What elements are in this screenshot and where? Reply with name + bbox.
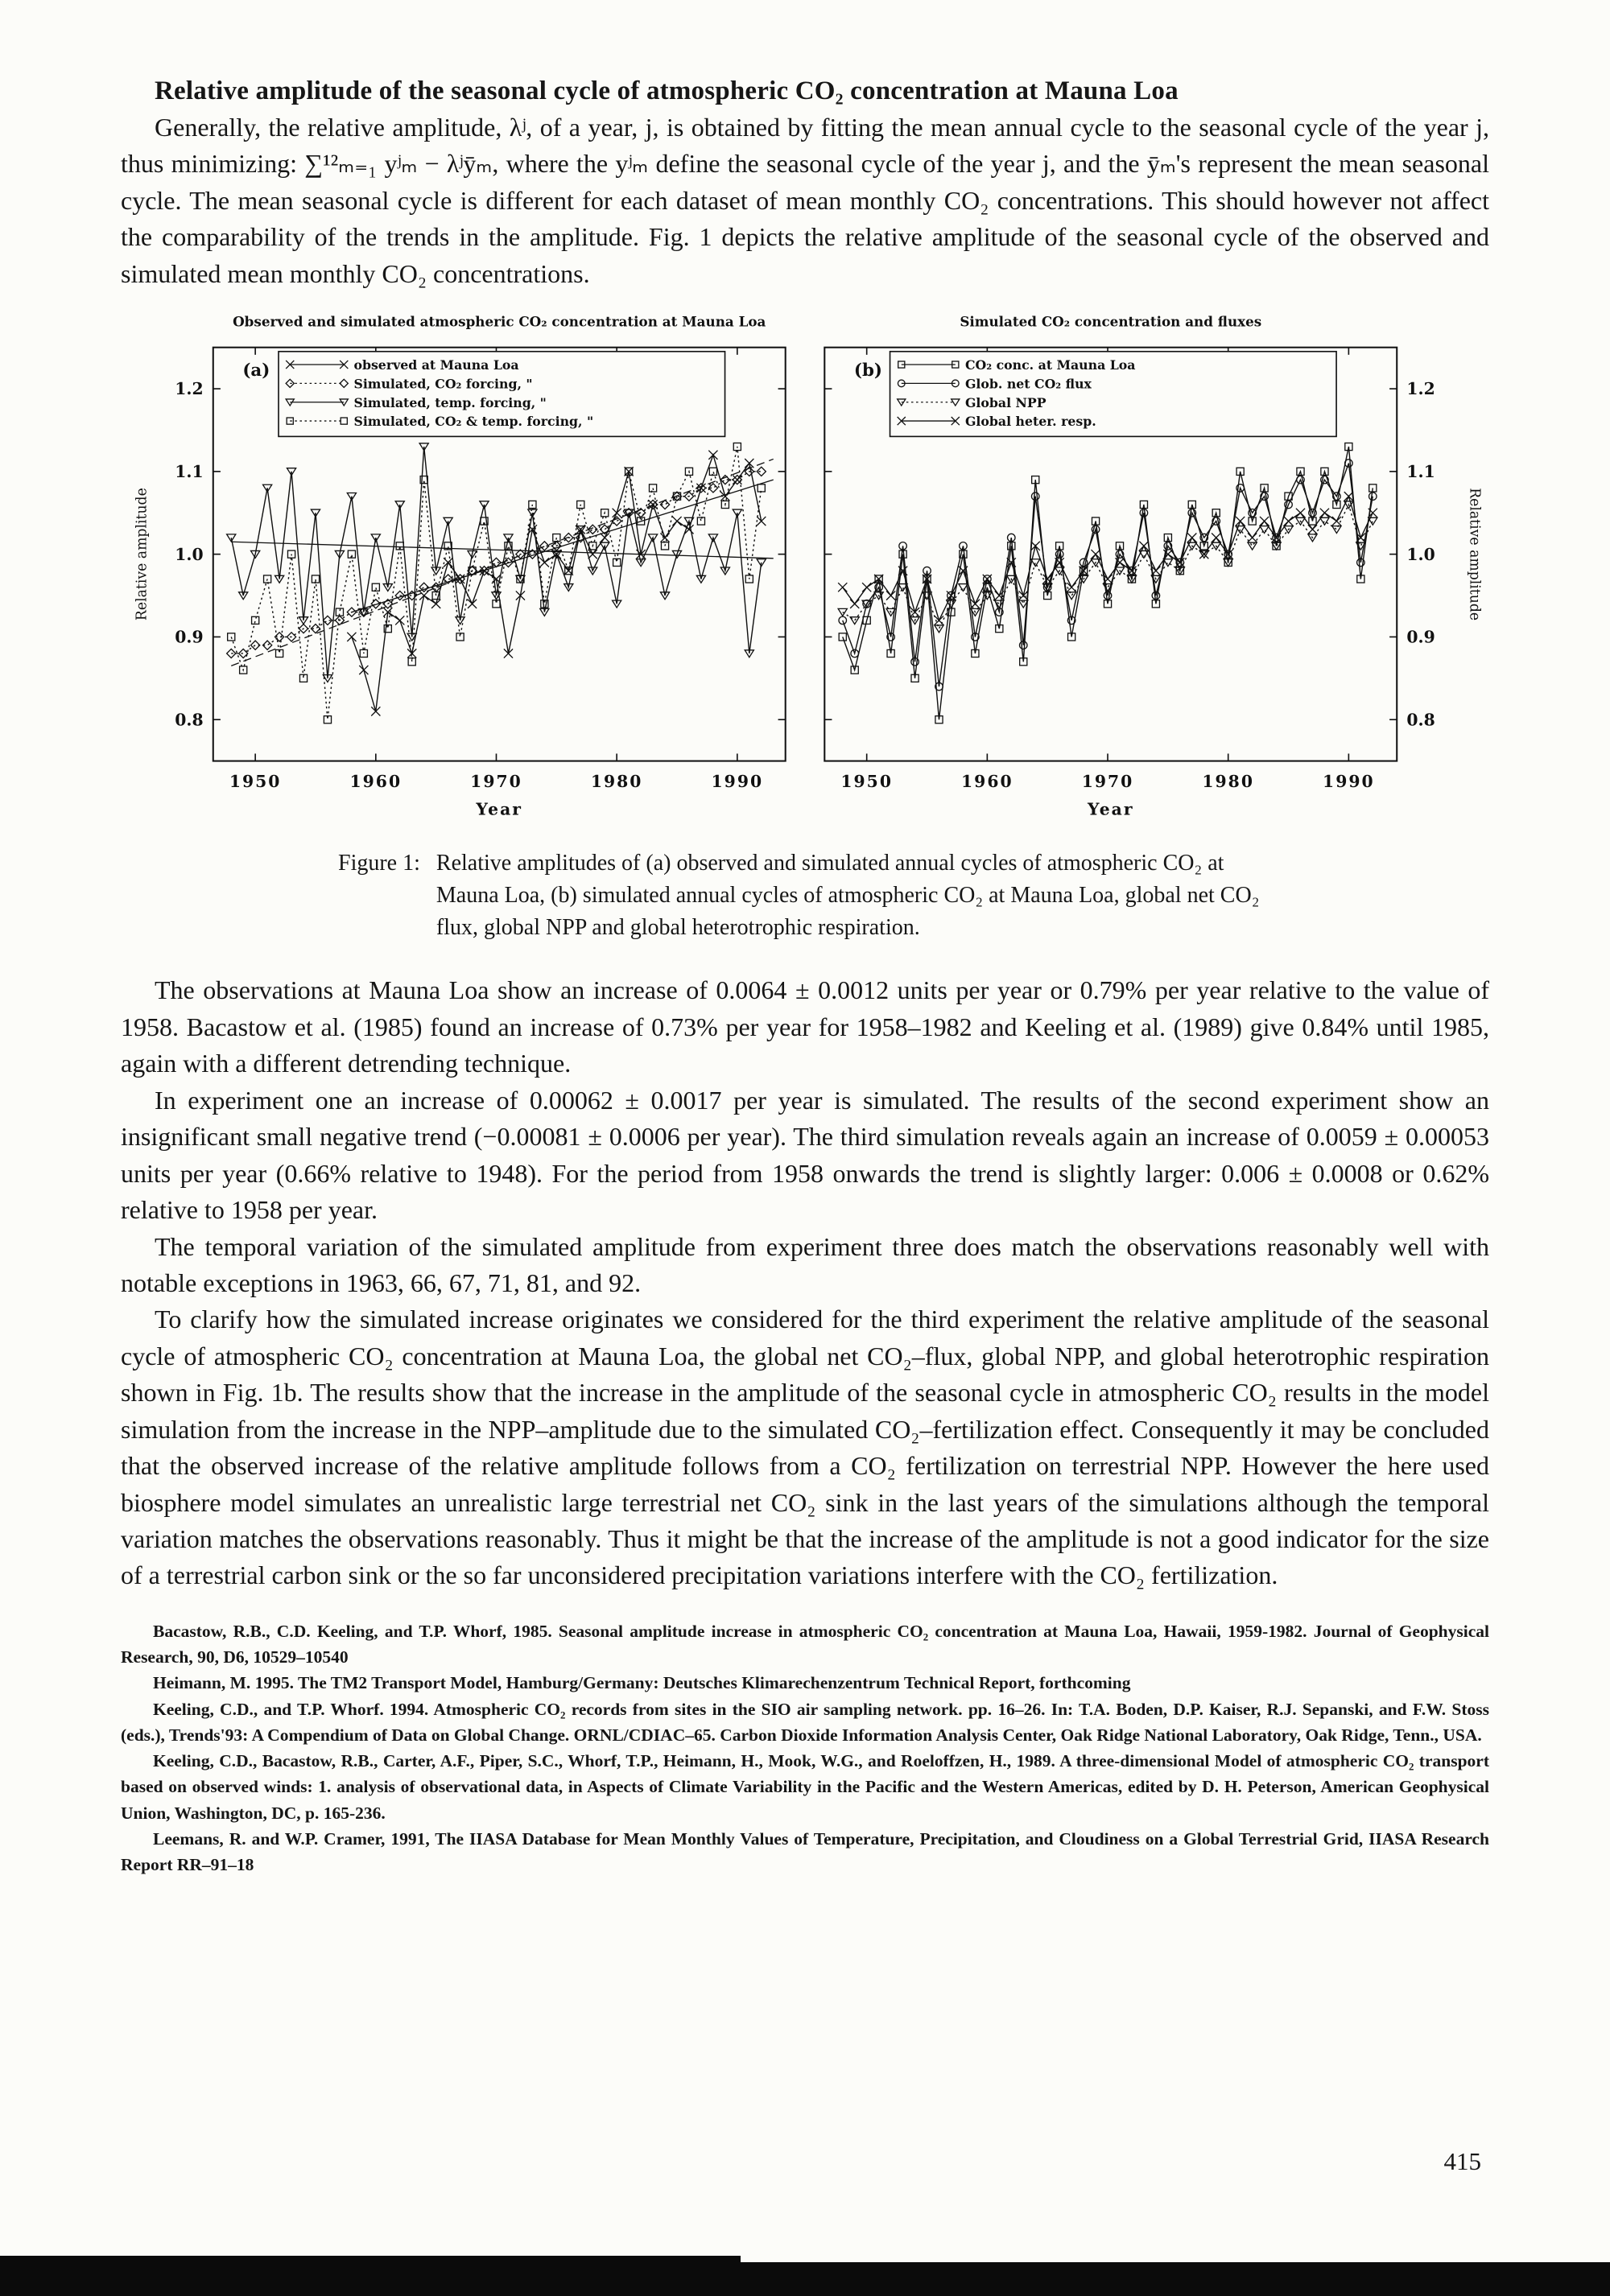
svg-text:Year: Year <box>1087 799 1134 819</box>
svg-text:Global heter. resp.: Global heter. resp. <box>964 414 1096 430</box>
svg-text:Relative amplitude: Relative amplitude <box>1466 488 1483 621</box>
svg-text:0.9: 0.9 <box>1406 627 1435 647</box>
reference-item: Heimann, M. 1995. The TM2 Transport Model, Hamburg/Germany: Deutsches Klimarechenzentrum Technical Report, forthcoming <box>153 1673 1131 1693</box>
body-paragraphs <box>121 972 1489 1593</box>
chart-panel-a <box>121 311 801 835</box>
svg-text:1.0: 1.0 <box>1406 544 1435 564</box>
svg-text:1980: 1980 <box>590 772 643 792</box>
svg-text:1.0: 1.0 <box>175 544 204 564</box>
svg-text:Simulated, CO₂ forcing, ": Simulated, CO₂ forcing, " <box>353 376 533 392</box>
svg-text:CO₂ conc. at Mauna Loa: CO₂ conc. at Mauna Loa <box>964 357 1136 373</box>
figure-caption <box>338 847 1272 943</box>
figure-caption-text: Relative amplitudes of (a) observed and simulated annual cycles of atmospheric CO₂ at Mauna Loa, (b) simulated annual cycles of atmospheric CO₂ at Mauna Loa, global net CO₂ flux, global NPP and global heterotrophic respiration. <box>436 851 1260 940</box>
section-title: Relative amplitude of the seasonal cycle of atmospheric CO₂ concentration at Mauna Loa <box>155 76 1179 105</box>
svg-text:1990: 1990 <box>1323 772 1375 792</box>
svg-text:1970: 1970 <box>1081 772 1134 792</box>
svg-text:Glob. net CO₂ flux: Glob. net CO₂ flux <box>964 376 1092 392</box>
svg-text:Observed and simulated atmosph: Observed and simulated atmospheric CO₂ concentration at Mauna Loa <box>233 313 766 330</box>
svg-text:1990: 1990 <box>711 772 764 792</box>
chart-panel-b <box>809 311 1489 835</box>
references <box>121 1618 1489 1878</box>
figure-1 <box>121 311 1489 943</box>
svg-text:1.2: 1.2 <box>1406 379 1435 399</box>
svg-text:0.9: 0.9 <box>175 627 204 647</box>
svg-text:observed at Mauna Loa: observed at Mauna Loa <box>353 357 519 373</box>
svg-text:Relative amplitude: Relative amplitude <box>134 488 151 621</box>
svg-text:(b): (b) <box>853 361 882 381</box>
svg-text:1960: 1960 <box>349 772 402 792</box>
svg-text:Simulated CO₂ concentration an: Simulated CO₂ concentration and fluxes <box>960 313 1262 330</box>
svg-text:1950: 1950 <box>840 772 893 792</box>
svg-text:0.8: 0.8 <box>1406 710 1435 730</box>
svg-text:0.8: 0.8 <box>175 710 204 730</box>
paragraph-observations: The observations at Mauna Loa show an increase of 0.0064 ± 0.0012 units per year or 0.79% per year relative to the value of 1958. Bacastow et al. (1985) found an increase of 0.73% per year for 1958–1982 and Keeling et al. (1989) give 0.84% until 1985, again with a different detrending technique. <box>121 975 1489 1078</box>
svg-text:1.2: 1.2 <box>175 379 204 399</box>
svg-text:1970: 1970 <box>470 772 522 792</box>
svg-text:Simulated, CO₂ & temp. forcing: Simulated, CO₂ & temp. forcing, " <box>353 414 594 430</box>
paragraph-clarification: To clarify how the simulated increase originates we considered for the third experiment the relative amplitude of the seasonal cycle of atmospheric CO₂ concentration at Mauna Loa, the global net CO₂–flux, global NPP, and global heterotrophic respiration shown in Fig. 1b. The results show that the increase in the amplitude of the seasonal cycle in atmospheric CO₂ results in the model simulation from the increase in the NPP–amplitude due to the simulated CO₂–fertilization effect. Consequently it may be concluded that the observed increase of the relative amplitude follows from a CO₂ fertilization on terrestrial NPP. However the here used biosphere model simulates an unrealistic large terrestrial net CO₂ sink in the last years of the simulations although the temporal variation matches the observations reasonably. Thus it might be that the increase of the amplitude is not a good indicator for the size of a terrestrial carbon sink or the so far unconsidered precipitation variations interfere with the CO₂ fertilization. <box>121 1305 1489 1590</box>
reference-item: Keeling, C.D., Bacastow, R.B., Carter, A.F., Piper, S.C., Whorf, T.P., Heimann, H., Mook, W.G., and Roeloffzen, H., 1989. A three-dimensional Model of atmospheric CO₂ transport based on observed winds: 1. analysis of observational data, in Aspects of Climate Variability in the Pacific and the Western Americas, edited by D. H. Peterson, American Geophysical Union, Washington, DC, p. 165-236. <box>121 1751 1489 1823</box>
svg-text:Simulated, temp. forcing, ": Simulated, temp. forcing, " <box>353 395 547 411</box>
reference-item: Bacastow, R.B., C.D. Keeling, and T.P. Whorf, 1985. Seasonal amplitude increase in atmospheric CO₂ concentration at Mauna Loa, Hawaii, 1959-1982. Journal of Geophysical Research, 90, D6, 10529–10540 <box>121 1621 1489 1667</box>
svg-text:(a): (a) <box>242 361 270 381</box>
svg-text:Year: Year <box>476 799 523 819</box>
paragraph-temporal-variation: The temporal variation of the simulated amplitude from experiment three does match the observations reasonably well with notable exceptions in 1963, 66, 67, 71, 81, and 92. <box>121 1231 1489 1297</box>
svg-text:1.1: 1.1 <box>175 462 204 482</box>
figure-caption-label: Figure 1: <box>338 851 420 876</box>
page-number: 415 <box>1443 2147 1481 2175</box>
intro-paragraph: Generally, the relative amplitude, λʲ, of a year, j, is obtained by fitting the mean annual cycle to the seasonal cycle of the year j, thus minimizing: ∑¹²ₘ₌₁ yʲₘ − λʲȳₘ, where the yʲₘ define the seasonal cycle of the year j, and the ȳₘ's represent the mean seasonal cycle. The mean seasonal cycle is different for each dataset of mean monthly CO₂ concentrations. This should however not affect the comparability of the trends in the amplitude. Fig. 1 depicts the relative amplitude of the seasonal cycle of the observed and simulated mean monthly CO₂ concentrations. <box>121 113 1489 288</box>
svg-text:1980: 1980 <box>1202 772 1255 792</box>
reference-item: Leemans, R. and W.P. Cramer, 1991, The IIASA Database for Mean Monthly Values of Temperature, Precipitation, and Cloudiness on a Global Terrestrial Grid, IIASA Research Report RR–91–18 <box>121 1828 1489 1875</box>
svg-text:Global NPP: Global NPP <box>964 395 1046 411</box>
scan-artifact-bottom-bar <box>0 2262 1610 2296</box>
paragraph-experiments: In experiment one an increase of 0.00062 ± 0.0017 per year is simulated. The results of the second experiment show an insignificant small negative trend (−0.00081 ± 0.0006 per year). The third simulation reveals again an increase of 0.0059 ± 0.00053 units per year (0.66% relative to 1948). For the period from 1958 onwards the trend is slightly larger: 0.006 ± 0.0008 or 0.62% relative to 1958 per year. <box>121 1085 1489 1225</box>
figure-charts <box>121 311 1489 835</box>
reference-item: Keeling, C.D., and T.P. Whorf. 1994. Atmospheric CO₂ records from sites in the SIO air sampling network. pp. 16–26. In: T.A. Boden, D.P. Kaiser, R.J. Sepanski, and F.W. Stoss (eds.), Trends'93: A Compendium of Data on Global Change. ORNL/CDIAC–65. Carbon Dioxide Information Analysis Center, Oak Ridge National Laboratory, Oak Ridge, Tenn., USA. <box>121 1699 1489 1745</box>
svg-text:1960: 1960 <box>961 772 1013 792</box>
svg-text:1.1: 1.1 <box>1406 462 1435 482</box>
svg-text:1950: 1950 <box>229 772 282 792</box>
